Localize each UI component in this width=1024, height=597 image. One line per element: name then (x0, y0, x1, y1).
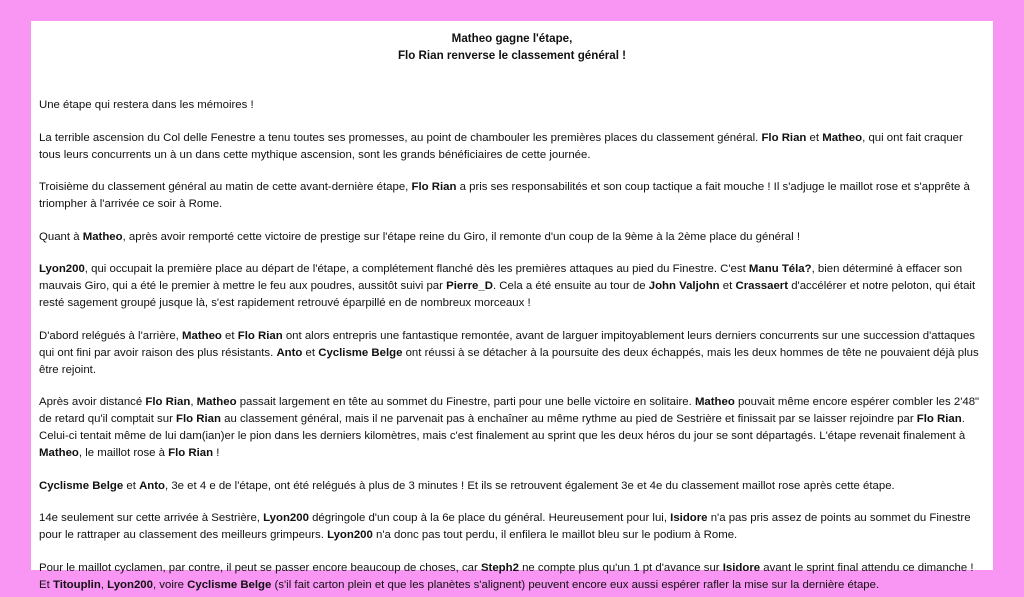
name-highlight: Cyclisme Belge (187, 578, 272, 591)
text-run: , (190, 396, 197, 408)
name-highlight: Flo Rian (168, 447, 214, 459)
text-run: et (123, 479, 140, 492)
name-highlight: Flo Rian (237, 329, 283, 342)
title-line-2: Flo Rian renverse le classement général ! (397, 49, 627, 62)
text-run: ! (213, 447, 220, 459)
article-paragraph (39, 130, 985, 164)
article-paragraph (39, 261, 985, 312)
name-highlight: Lyon200 (327, 529, 373, 541)
name-highlight: Pierre_D (446, 280, 493, 292)
text-run: passait largement en tête au sommet du Finestre, parti pour une belle victoire en solitaire. (236, 396, 695, 408)
text-run: , qui ont fait craquer tous leurs concurrents un à un dans cette mythique ascension, sont les grands bénéficiaires de cette journée. (39, 131, 963, 161)
name-highlight: Steph2 (480, 561, 519, 574)
text-run: et (719, 280, 736, 292)
name-highlight: Cyclisme Belge (39, 479, 124, 492)
text-run: La terrible ascension du Col delle Fenestre a tenu toutes ses promesses, au point de chambouler les premières places du classement général. (39, 131, 762, 144)
name-highlight: Flo Rian (916, 413, 962, 425)
text-run: n'a pas pris assez de points au sommet du Finestre pour le rattraper au classement des meilleurs grimpeurs. (39, 512, 971, 541)
article-paragraph (39, 97, 985, 114)
text-run: pouvait même encore espérer combler les 2'48" de retard qu'il comptait sur (39, 396, 980, 425)
text-run: Quant à (39, 230, 83, 243)
name-highlight: Isidore (670, 512, 708, 524)
article-paragraph (39, 179, 985, 213)
name-highlight: Flo Rian (761, 131, 807, 144)
text-run: , bien déterminé à effacer son mauvais Giro, qui a été le premier à mettre le feu aux poudres, aussitôt suivi par (39, 263, 963, 292)
text-run: , après avoir remporté cette victoire de prestige sur l'étape reine du Giro, il remonte d'un coup de la 9ème à la 2ème place du général ! (122, 230, 800, 243)
article-paragraph (39, 510, 985, 544)
text-run: . Cela a été ensuite au tour de (492, 280, 649, 292)
name-highlight: Matheo (182, 329, 222, 342)
name-highlight: Matheo (694, 396, 735, 408)
name-highlight: Isidore (722, 561, 761, 574)
text-run: 14e seulement sur cette arrivée à Sestrière, (39, 512, 264, 524)
name-highlight: Matheo (196, 396, 237, 408)
text-run: Troisième du classement général au matin de cette avant-dernière étape, (39, 181, 412, 193)
title-line-1: Matheo gagne l'étape, (451, 32, 573, 45)
article-paragraph (39, 229, 985, 246)
name-highlight: John Valjohn (648, 280, 720, 292)
text-run: a pris ses responsabilités et son coup tactique a fait mouche ! Il s'adjuge le maillot rose et s'apprête à triompher à l'arrivée ce soir à Rome. (39, 181, 970, 210)
text-run: , voire (152, 578, 188, 591)
article-paragraph (39, 328, 985, 379)
name-highlight: Crassaert (735, 280, 789, 292)
text-run: , 3e et 4 e de l'étape, ont été relégués à plus de 3 minutes ! Et ils se retrouvent également 3e et 4e du classement maillot rose après cette étape. (165, 479, 895, 492)
name-highlight: Lyon200 (263, 512, 309, 524)
name-highlight: Titouplin (52, 578, 101, 591)
name-highlight: Flo Rian (145, 396, 191, 408)
name-highlight: Cyclisme Belge (318, 346, 403, 359)
text-run: ont alors entrepris une fantastique remontée, avant de larguer impitoyablement leurs derniers concurrents sur une succession d'attaques qui ont fini par avoir raison des plus résistants. (39, 329, 975, 359)
text-run: et (221, 329, 238, 342)
name-highlight: Lyon200 (107, 578, 153, 591)
article-paragraph (39, 394, 985, 462)
name-highlight: Matheo (822, 131, 863, 144)
text-run: d'accélérer et notre peloton, qui était resté sagement groupé jusque là, s'est rapidement retrouvé éparpillé en de nombreux morceaux ! (39, 280, 976, 309)
text-run: Pour le maillot cyclamen, par contre, il peut se passer encore beaucoup de choses, car (39, 561, 481, 574)
text-run: , qui occupait la première place au départ de l'étape, a complétement flanché dès les premières attaques au pied du Finestre. C'est (84, 263, 749, 275)
text-run: ont réussi à se détacher à la poursuite des deux échappés, mais les deux hommes de tête ne pouvaient déjà plus être rejoint. (39, 346, 979, 376)
text-run: et (806, 131, 823, 144)
text-run: Après avoir distancé (39, 396, 146, 408)
text-run: avant le sprint final attendu ce dimanche ! Et (39, 561, 974, 591)
name-highlight: Matheo (39, 447, 79, 459)
name-highlight: Flo Rian (176, 413, 221, 425)
text-run: Une étape qui restera dans les mémoires ! (39, 99, 254, 111)
name-highlight: Manu Téla? (748, 263, 812, 275)
name-highlight: Matheo (82, 230, 123, 243)
text-run: , (100, 578, 108, 591)
text-run: et (302, 346, 319, 359)
name-highlight: Flo Rian (411, 181, 457, 193)
name-highlight: Lyon200 (39, 263, 85, 275)
article-paragraph (39, 560, 985, 594)
text-run: (s'il fait carton plein et que les planètes s'alignent) peuvent encore eux aussi espérer rafler la mise sur la dernière étape. (271, 578, 880, 591)
text-run: dégringole d'un coup à la 6e place du général. Heureusement pour lui, (308, 512, 671, 524)
article-title (39, 30, 985, 64)
text-run: D'abord relégués à l'arrière, (39, 329, 183, 342)
article-page (31, 21, 993, 591)
text-run: n'a donc pas tout perdu, il enfilera le maillot bleu sur le podium à Rome. (372, 529, 738, 541)
article-body (39, 97, 985, 594)
name-highlight: Anto (139, 479, 165, 492)
name-highlight: Anto (276, 346, 303, 359)
text-run: . Celui-ci tentait même de lui dam(ian)er le pion dans les derniers kilomètres, mais c'est finalement au sprint que les deux héros du jour se sont départagés. L'étape revenait finalement à (39, 413, 966, 442)
text-run: , le maillot rose à (78, 447, 169, 459)
article-paragraph (39, 478, 985, 495)
text-run: ne compte plus qu'un 1 pt d'avance sur (518, 561, 723, 574)
text-run: au classement général, mais il ne parvenait pas à enchaîner au même rythme au pied de Sestrière et finissait par se laisser rejoindre par (220, 413, 917, 425)
